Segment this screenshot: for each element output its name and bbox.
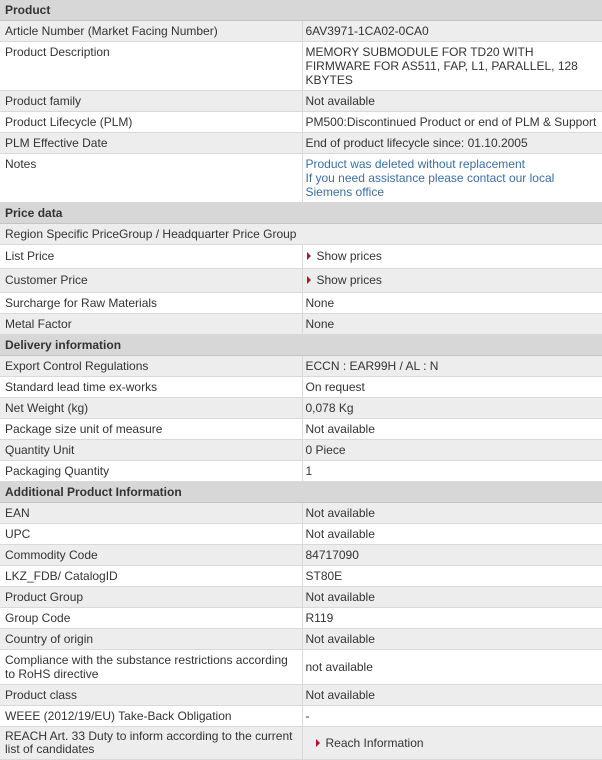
row-label: Compliance with the substance restrictions according to RoHS directive	[0, 650, 302, 685]
row-value: 0 Piece	[302, 440, 602, 461]
row-label: Standard lead time ex-works	[0, 377, 302, 398]
row-value: Not available	[302, 524, 602, 545]
table-row	[0, 706, 602, 727]
link-label: Show prices	[316, 273, 382, 287]
table-row	[0, 524, 602, 545]
row-label: Customer Price	[0, 269, 302, 293]
table-row	[0, 314, 602, 335]
section-title: Product	[0, 0, 602, 21]
table-row	[0, 685, 602, 706]
row-value: On request	[302, 377, 602, 398]
row-value: not available	[302, 650, 602, 685]
table-row	[0, 398, 602, 419]
table-row	[0, 587, 602, 608]
table-row	[0, 566, 602, 587]
row-label: EAN	[0, 503, 302, 524]
table-row	[0, 91, 602, 112]
row-value: 6AV3971-1CA02-0CA0	[302, 21, 602, 42]
row-value: PM500:Discontinued Product or end of PLM & Support	[302, 112, 602, 133]
row-label: Export Control Regulations	[0, 356, 302, 377]
section-price-header	[0, 203, 602, 224]
table-row	[0, 503, 602, 524]
table-row	[0, 545, 602, 566]
link-label: Show prices	[316, 249, 382, 263]
list-price-show-prices-link[interactable]	[306, 249, 382, 263]
reach-information-link[interactable]	[315, 736, 424, 750]
row-value: 1	[302, 461, 602, 482]
triangle-right-icon	[307, 276, 311, 284]
table-row	[0, 112, 602, 133]
row-value	[302, 245, 602, 269]
row-value: 84717090	[302, 545, 602, 566]
row-value: 0,078 Kg	[302, 398, 602, 419]
row-label: Product Group	[0, 587, 302, 608]
row-value: Not available	[302, 685, 602, 706]
section-title: Additional Product Information	[0, 482, 602, 503]
row-label: Packaging Quantity	[0, 461, 302, 482]
row-label: UPC	[0, 524, 302, 545]
triangle-right-icon	[307, 252, 311, 260]
section-title: Delivery information	[0, 335, 602, 356]
row-label: Group Code	[0, 608, 302, 629]
row-label: Net Weight (kg)	[0, 398, 302, 419]
row-label: Surcharge for Raw Materials	[0, 293, 302, 314]
row-value: Not available	[302, 587, 602, 608]
table-row	[0, 727, 602, 760]
row-value: ECCN : EAR99H / AL : N	[302, 356, 602, 377]
row-value: Not available	[302, 629, 602, 650]
row-label: Package size unit of measure	[0, 419, 302, 440]
row-value: None	[302, 314, 602, 335]
section-title: Price data	[0, 203, 602, 224]
table-row	[0, 356, 602, 377]
contact-siemens-link[interactable]: If you need assistance please contact our local Siemens office	[305, 171, 555, 199]
row-label: Product family	[0, 91, 302, 112]
row-label: Product Lifecycle (PLM)	[0, 112, 302, 133]
row-label: Quantity Unit	[0, 440, 302, 461]
row-label: WEEE (2012/19/EU) Take-Back Obligation	[0, 706, 302, 727]
notes-value	[302, 154, 602, 203]
row-label: REACH Art. 33 Duty to inform according to the current list of candidates	[0, 727, 302, 760]
row-value: End of product lifecycle since: 01.10.2005	[302, 133, 602, 154]
table-row	[0, 224, 602, 245]
row-label: PLM Effective Date	[0, 133, 302, 154]
table-row	[0, 377, 602, 398]
row-value	[302, 727, 602, 760]
row-label: Metal Factor	[0, 314, 302, 335]
row-label: Product Description	[0, 42, 302, 91]
table-row	[0, 269, 602, 293]
row-label: LKZ_FDB/ CatalogID	[0, 566, 302, 587]
row-label: Article Number (Market Facing Number)	[0, 21, 302, 42]
row-label: Country of origin	[0, 629, 302, 650]
section-product-header	[0, 0, 602, 21]
row-value: None	[302, 293, 602, 314]
row-value: MEMORY SUBMODULE FOR TD20 WITH FIRMWARE FOR AS511, FAP, L1, PARALLEL, 128 KBYTES	[302, 42, 602, 91]
row-label: Product class	[0, 685, 302, 706]
row-value: Not available	[302, 503, 602, 524]
row-value: ST80E	[302, 566, 602, 587]
table-row	[0, 245, 602, 269]
customer-price-show-prices-link[interactable]	[306, 273, 382, 287]
row-value: -	[302, 706, 602, 727]
row-value: Not available	[302, 91, 602, 112]
table-row	[0, 133, 602, 154]
triangle-right-icon	[316, 739, 320, 747]
section-delivery-header	[0, 335, 602, 356]
row-value: Not available	[302, 419, 602, 440]
row-value: R119	[302, 608, 602, 629]
table-row	[0, 293, 602, 314]
table-row	[0, 608, 602, 629]
section-additional-header	[0, 482, 602, 503]
table-row-notes	[0, 154, 602, 203]
link-label: Reach Information	[325, 736, 424, 750]
product-deleted-link[interactable]: Product was deleted without replacement	[305, 157, 525, 171]
row-label: Commodity Code	[0, 545, 302, 566]
table-row	[0, 440, 602, 461]
table-row	[0, 42, 602, 91]
table-row	[0, 650, 602, 685]
row-label: Notes	[0, 154, 302, 203]
table-row	[0, 629, 602, 650]
row-label: Region Specific PriceGroup / Headquarter Price Group	[0, 224, 602, 245]
table-row	[0, 461, 602, 482]
table-row	[0, 419, 602, 440]
row-value	[302, 269, 602, 293]
table-row	[0, 21, 602, 42]
row-label: List Price	[0, 245, 302, 269]
